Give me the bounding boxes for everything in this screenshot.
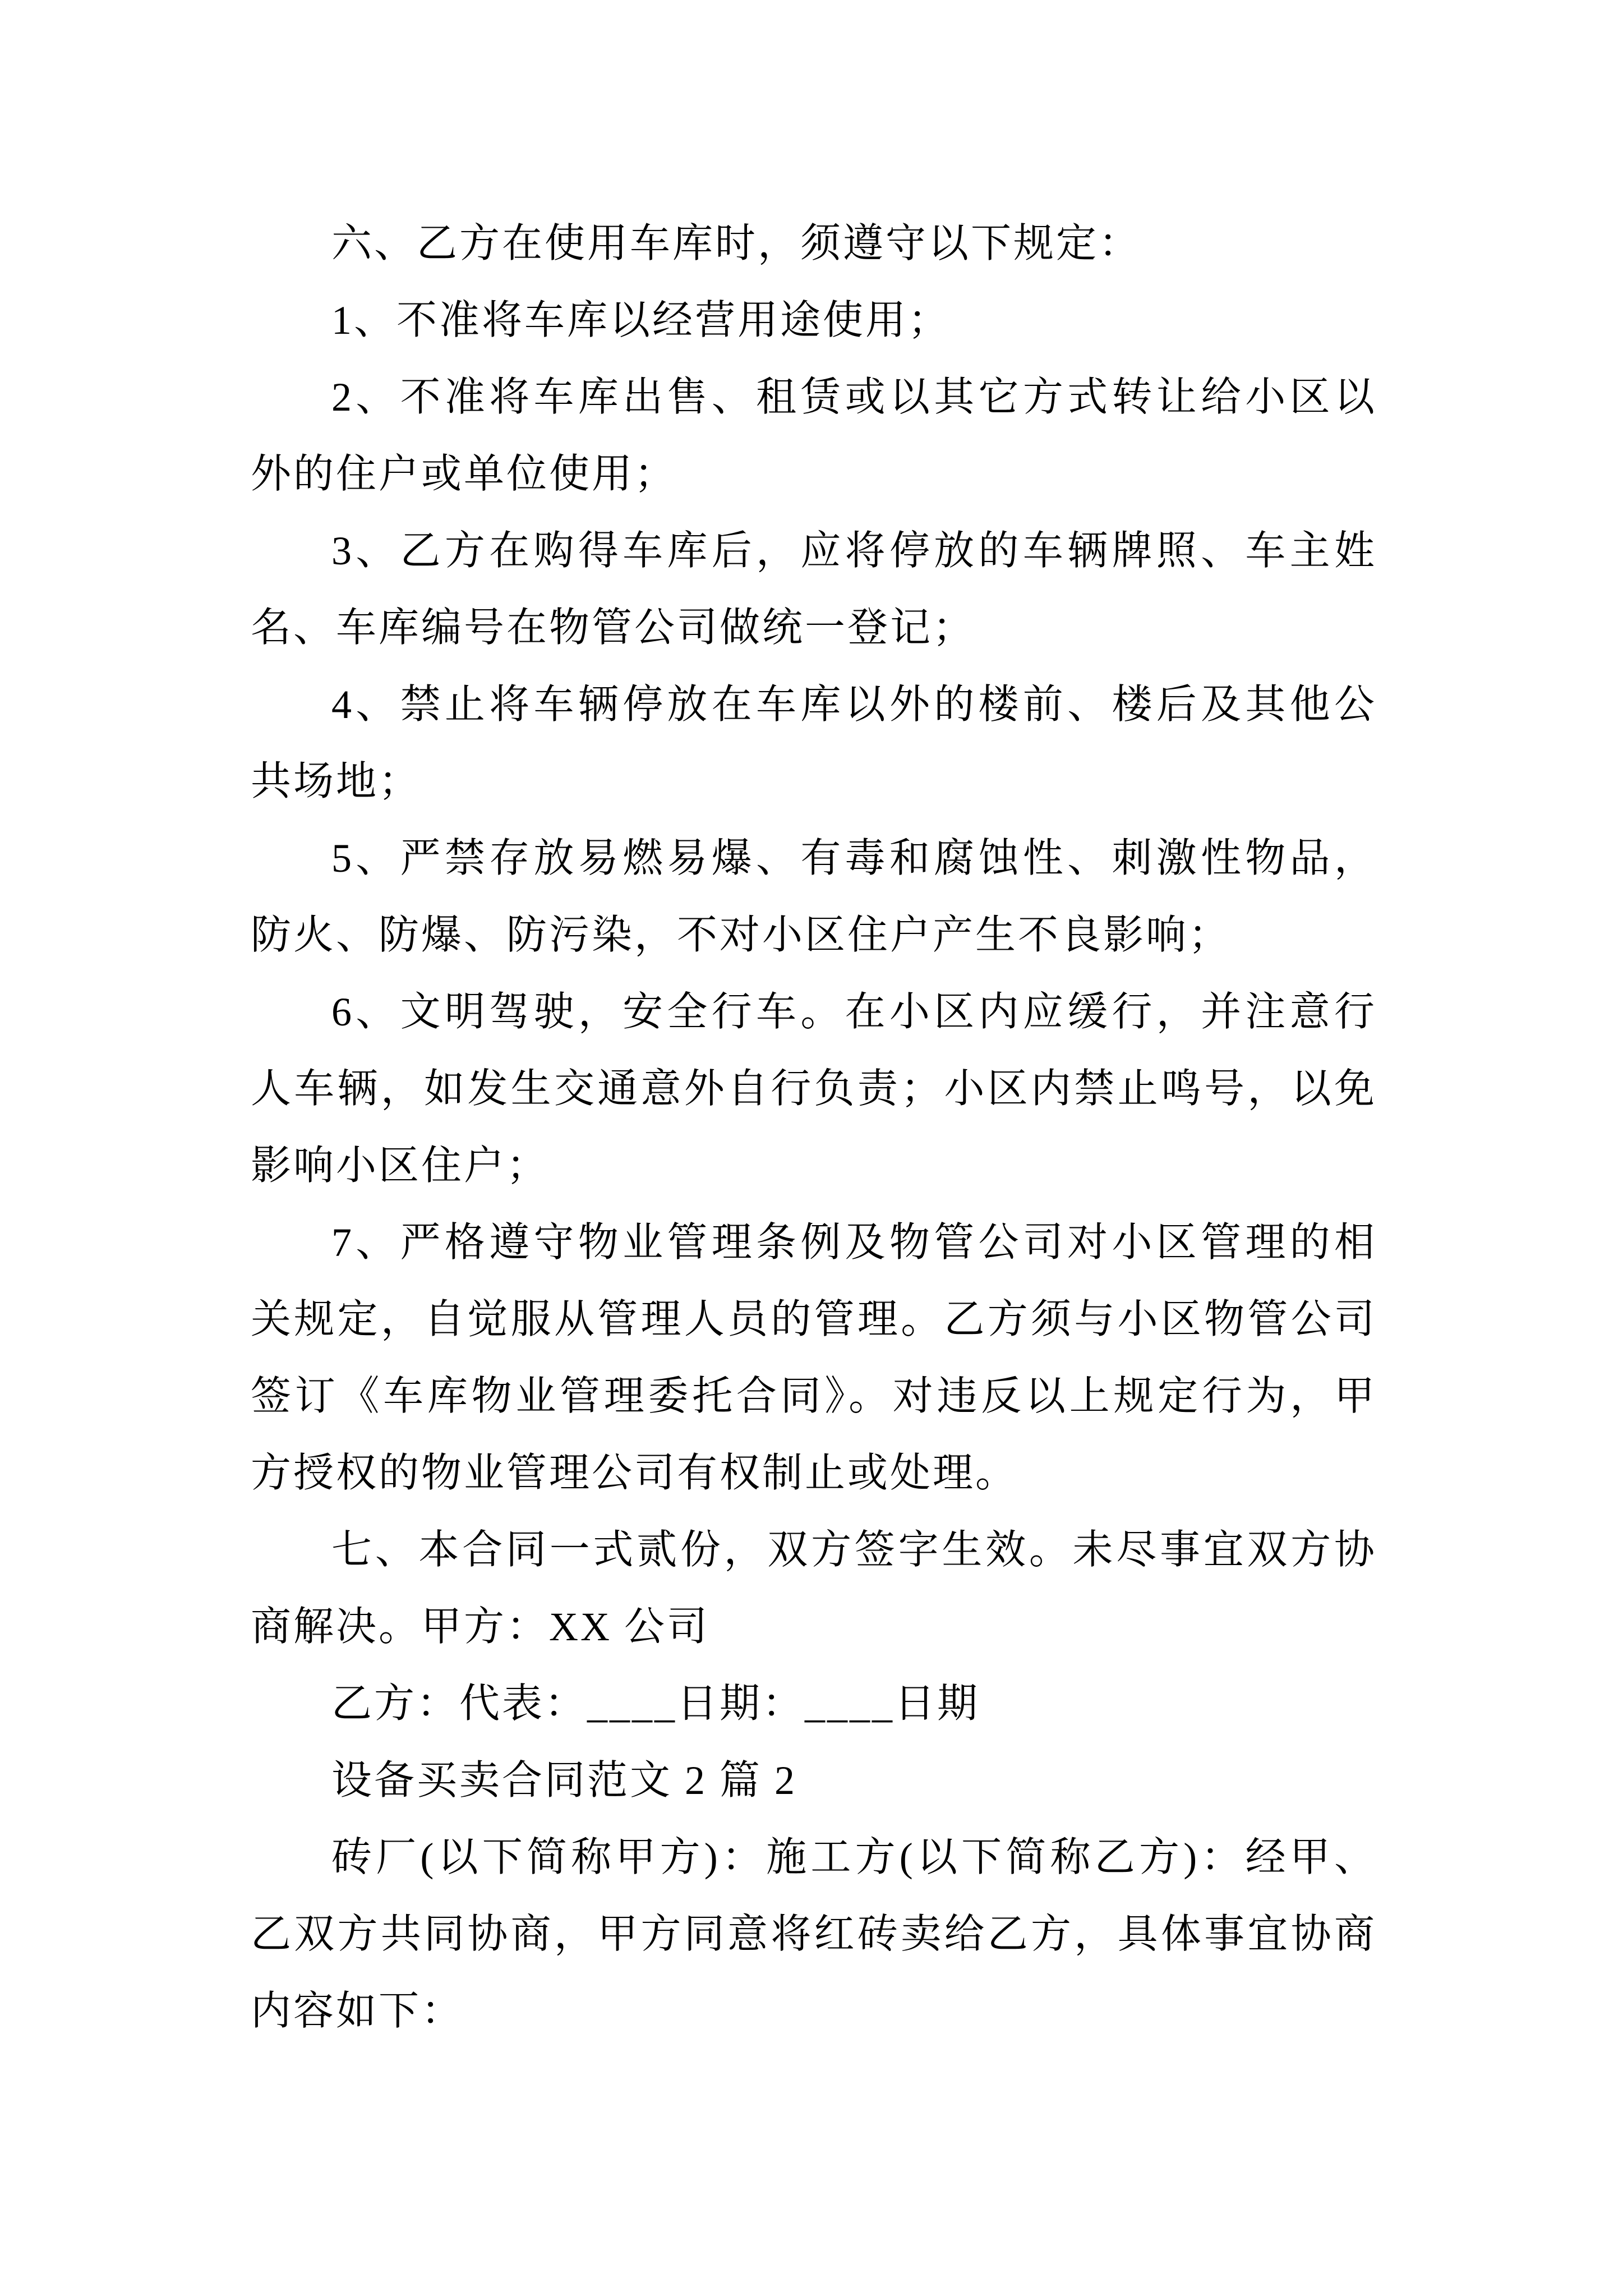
text-line: 影响小区住户； bbox=[251, 1143, 550, 1188]
text-line: 1、不准将车库以经营用途使用； bbox=[331, 298, 951, 343]
text-line: 设备买卖合同范文 2 篇 2 bbox=[331, 1758, 797, 1803]
text-line: 七、本合同一式贰份，双方签字生效。未尽事宜双方协 bbox=[331, 1527, 1377, 1572]
text-line: 六、乙方在使用车库时，须遵守以下规定： bbox=[331, 221, 1142, 266]
text-line: 人车辆，如发生交通意外自行负责；小区内禁止鸣号，以免 bbox=[251, 1066, 1377, 1111]
text-line: 名、车库编号在物管公司做统一登记； bbox=[251, 605, 976, 650]
text-line: 方授权的物业管理公司有权制止或处理。 bbox=[251, 1451, 1018, 1496]
text-line: 外的住户或单位使用； bbox=[251, 452, 677, 496]
text-line: 乙双方共同协商，甲方同意将红砖卖给乙方，具体事宜协商 bbox=[251, 1912, 1377, 1957]
document-body bbox=[251, 205, 1377, 2050]
text-line: 6、文明驾驶，安全行车。在小区内应缓行，并注意行 bbox=[331, 990, 1377, 1034]
text-line: 4、禁止将车辆停放在车库以外的楼前、楼后及其他公 bbox=[331, 682, 1377, 727]
text-line: 砖厂(以下简称甲方)：施工方(以下简称乙方)：经甲、 bbox=[331, 1835, 1377, 1880]
text-line: 签订《车库物业管理委托合同》。对违反以上规定行为，甲 bbox=[251, 1374, 1377, 1419]
text-line: 乙方：代表：____日期：____日期 bbox=[331, 1681, 980, 1726]
text-line: 2、不准将车库出售、租赁或以其它方式转让给小区以 bbox=[331, 375, 1377, 420]
text-line: 共场地； bbox=[251, 759, 422, 804]
text-line: 商解决。甲方：XX 公司 bbox=[251, 1604, 709, 1649]
text-line: 内容如下： bbox=[251, 1989, 464, 2033]
text-line: 防火、防爆、防污染，不对小区住户产生不良影响； bbox=[251, 913, 1232, 958]
text-line: 7、严格遵守物业管理条例及物管公司对小区管理的相 bbox=[331, 1220, 1377, 1265]
text-line: 3、乙方在购得车库后，应将停放的车辆牌照、车主姓 bbox=[331, 528, 1377, 573]
text-line: 5、严禁存放易燃易爆、有毒和腐蚀性、刺激性物品， bbox=[331, 836, 1377, 881]
text-line: 关规定，自觉服从管理人员的管理。乙方须与小区物管公司 bbox=[251, 1297, 1377, 1342]
